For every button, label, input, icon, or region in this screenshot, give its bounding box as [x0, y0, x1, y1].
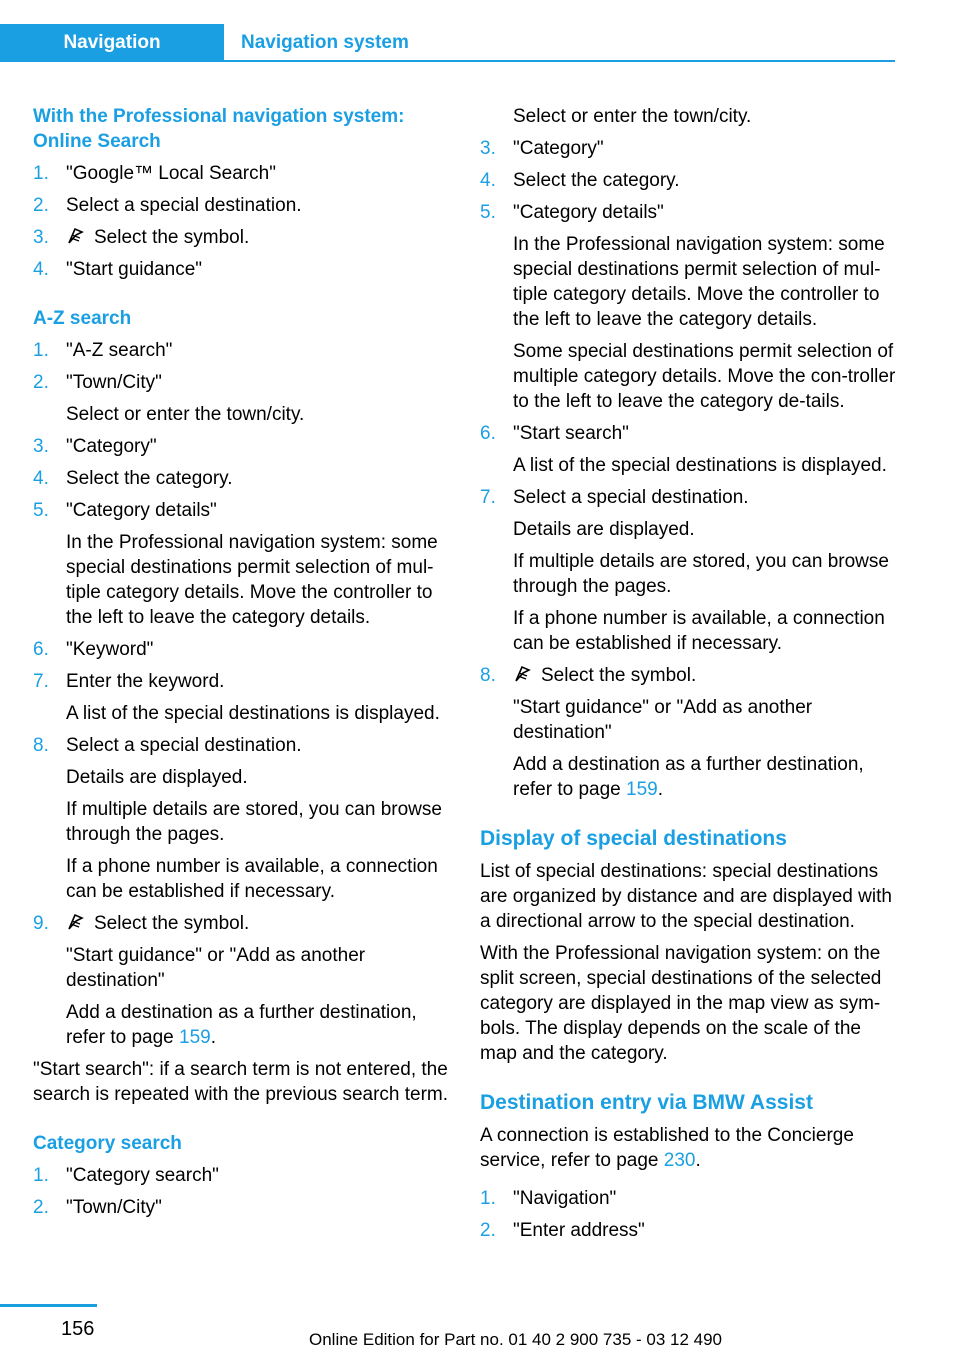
paragraph: With the Professional navigation system: on the split screen, special destinations of the selected category are displayed in the map view as sym-bols. The display depends on the scale of the map and the category. [480, 943, 882, 1064]
item-text: Select the symbol. [541, 665, 697, 686]
list-item [480, 485, 896, 510]
item-number: 2. [33, 195, 49, 216]
list-item [33, 669, 449, 694]
detail-text: Add a destination as a further destination, refer to page [66, 1002, 417, 1048]
item-detail: If a phone number is available, a connection can be established if necessary. [66, 856, 438, 902]
list-item [480, 200, 896, 225]
item-number: 3. [480, 138, 496, 159]
left-column [33, 104, 449, 1220]
item-text: "Category" [66, 436, 157, 457]
item-number: 4. [33, 259, 49, 280]
list-item [480, 168, 896, 193]
item-number: 4. [480, 170, 496, 191]
item-number: 1. [33, 1165, 49, 1186]
item-number: 1. [33, 340, 49, 361]
page-link[interactable]: 159 [179, 1027, 211, 1048]
page-number: 156 [61, 1318, 95, 1340]
item-text: Select a special destination. [66, 735, 302, 756]
item-text: "Town/City" [66, 372, 162, 393]
item-text: "Google™ Local Search" [66, 163, 276, 184]
item-text: "Category search" [66, 1165, 219, 1186]
item-text: "Category" [513, 138, 604, 159]
paragraph [480, 1123, 896, 1173]
list-item [33, 161, 449, 186]
footer-rule [0, 1304, 97, 1307]
item-detail: Select or enter the town/city. [66, 404, 305, 425]
online-search-heading: With the Professional navigation system: Online Search [33, 106, 405, 152]
item-text: "Enter address" [513, 1220, 645, 1241]
item-number: 5. [33, 500, 49, 521]
list-item [33, 733, 449, 758]
item-number: 3. [33, 227, 49, 248]
page-link[interactable]: 159 [626, 779, 658, 800]
item-text: Enter the keyword. [66, 671, 225, 692]
subsection-title[interactable]: Navigation system [241, 32, 409, 53]
item-number: 1. [480, 1188, 496, 1209]
list-item [33, 1195, 449, 1220]
item-detail: If a phone number is available, a connection can be established if necessary. [513, 608, 885, 654]
item-number: 9. [33, 913, 49, 934]
item-number: 7. [480, 487, 496, 508]
item-number: 8. [480, 665, 496, 686]
item-detail: A list of the special destinations is displayed. [66, 703, 440, 724]
right-column [480, 104, 896, 1243]
item-text: "Category details" [66, 500, 217, 521]
edition-note: Online Edition for Part no. 01 40 2 900 735 - 03 12 490 [309, 1330, 723, 1349]
item-detail: Some special destinations permit selection of multiple category details. Move the con-troller to the left to leave the category de-tails. [513, 341, 896, 412]
list-item [33, 498, 449, 523]
page-header [0, 24, 895, 62]
item-text: Select the category. [513, 170, 680, 191]
list-item [480, 1218, 896, 1243]
item-detail: If multiple details are stored, you can browse through the pages. [513, 551, 889, 597]
list-item [33, 193, 449, 218]
item-number: 8. [33, 735, 49, 756]
list-item [33, 466, 449, 491]
item-text: Select the symbol. [94, 227, 250, 248]
item-text: "Town/City" [66, 1197, 162, 1218]
item-number: 2. [33, 1197, 49, 1218]
paragraph-text: A connection is established to the Concierge service, refer to page [480, 1125, 854, 1171]
guidance-flag-icon [66, 912, 86, 932]
item-text: Select the symbol. [94, 913, 250, 934]
list-item [33, 434, 449, 459]
header-rule [224, 60, 895, 62]
list-item [33, 225, 449, 250]
az-search-heading: A-Z search [33, 308, 132, 329]
list-item [33, 911, 449, 936]
item-detail: Details are displayed. [66, 767, 248, 788]
item-number: 2. [33, 372, 49, 393]
page-link[interactable]: 230 [663, 1150, 696, 1171]
guidance-flag-icon [66, 226, 86, 246]
category-search-heading: Category search [33, 1133, 182, 1154]
item-detail: A list of the special destinations is displayed. [513, 455, 887, 476]
item-number: 6. [33, 639, 49, 660]
item-text: "Keyword" [66, 639, 154, 660]
item-number: 1. [33, 163, 49, 184]
item-detail: Details are displayed. [513, 519, 695, 540]
item-detail: In the Professional navigation system: some special destinations permit selection of mul-tiple category details. Move the controller to the left to leave the category details. [513, 234, 885, 330]
item-text: "Start guidance" [66, 259, 203, 280]
detail-text: Add a destination as a further destination, refer to page [513, 754, 864, 800]
bmw-assist-heading: Destination entry via BMW Assist [480, 1091, 813, 1114]
item-detail [480, 752, 896, 802]
guidance-flag-icon [513, 664, 533, 684]
item-detail [33, 1000, 449, 1050]
item-number: 6. [480, 423, 496, 444]
item-text: Select the category. [66, 468, 233, 489]
item-detail: In the Professional navigation system: some special destinations permit selection of mul-tiple category details. Move the controller to the left to leave the category details. [66, 532, 438, 628]
item-text: "Category details" [513, 202, 664, 223]
section-tab[interactable]: Navigation [0, 24, 224, 62]
item-text: Select a special destination. [66, 195, 302, 216]
list-item [33, 637, 449, 662]
detail-text: . [210, 1027, 217, 1048]
list-item [33, 370, 449, 395]
item-number: 4. [33, 468, 49, 489]
item-text: Select a special destination. [513, 487, 749, 508]
list-item [33, 338, 449, 363]
item-number: 5. [480, 202, 496, 223]
paragraph-text: . [695, 1150, 701, 1171]
item-detail: Select or enter the town/city. [513, 106, 752, 127]
list-item [480, 663, 896, 688]
item-number: 3. [33, 436, 49, 457]
item-number: 2. [480, 1220, 496, 1241]
start-search-note: "Start search": if a search term is not entered, the search is repeated with the previous search term. [33, 1059, 449, 1105]
list-item [480, 136, 896, 161]
list-item [33, 257, 449, 282]
item-number: 7. [33, 671, 49, 692]
list-item [33, 1163, 449, 1188]
display-destinations-heading: Display of special destinations [480, 827, 787, 850]
list-item [480, 421, 896, 446]
item-text: "Navigation" [513, 1188, 617, 1209]
detail-text: . [657, 779, 664, 800]
item-detail: "Start guidance" or "Add as another destination" [66, 945, 366, 991]
list-item [480, 1186, 896, 1211]
item-detail: If multiple details are stored, you can browse through the pages. [66, 799, 442, 845]
item-detail: "Start guidance" or "Add as another destination" [513, 697, 813, 743]
paragraph: List of special destinations: special destinations are organized by distance and are displayed with a directional arrow to the special destination. [480, 861, 892, 932]
item-text: "Start search" [513, 423, 629, 444]
item-text: "A-Z search" [66, 340, 173, 361]
